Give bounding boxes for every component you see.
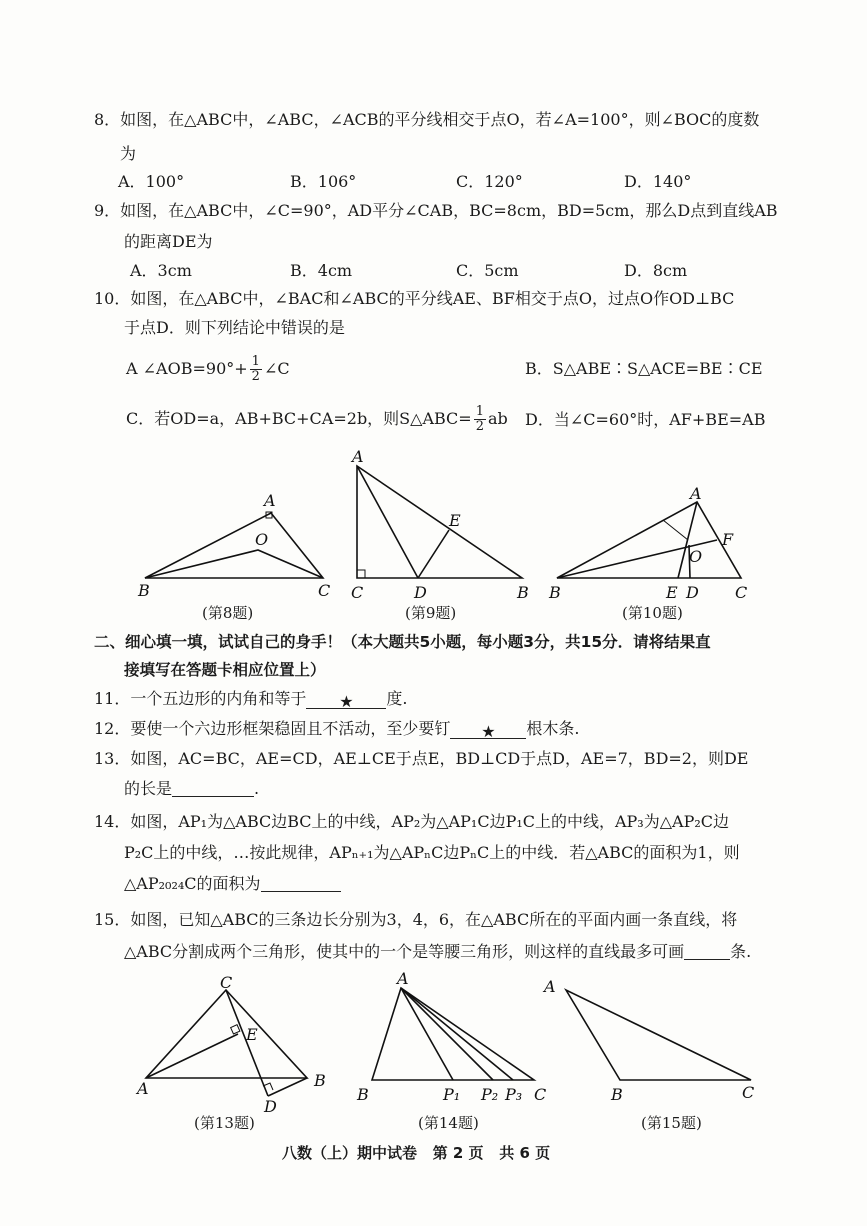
fig9-label-b: B [517,583,529,602]
fig15-label-c: C [742,1083,755,1102]
q13-line1: 13．如图，AC=BC，AE=CD，AE⊥CE于点E，BD⊥CD于点D，AE=7，BD=2，则DE [94,749,749,768]
fig13-label-e: E [246,1025,258,1044]
fig10-bisector-ae [678,502,697,578]
fig10-label-o: O [689,547,703,566]
q15-line1: 15．如图，已知△ABC的三条边长分别为3，4，6，在△ABC所在的平面内画一条直线，将 [94,910,738,929]
q14-line1: 14．如图，AP₁为△ABC边BC上的中线，AP₂为△AP₁C边P₁C上的中线，AP₃为△AP₂C边 [94,812,730,831]
fig13-line-bd [268,1078,307,1096]
fig10-label-c: C [735,583,748,602]
q14-answer-blank [261,875,341,892]
fig10-label-e: E [666,583,678,602]
q15-line2 [124,942,751,962]
fig8-label-c: C [318,581,331,600]
fig14-triangle [372,988,534,1080]
fig13-line-cd [226,990,268,1096]
fig15-caption: (第15题) [641,1114,702,1132]
q15-line2-text: △ABC分割成两个三角形，使其中的一个是等腰三角形，则这样的直线最多可画 [124,942,685,961]
figure-14 [372,988,534,1080]
figure-9 [357,466,522,578]
fig14-label-c: C [534,1085,547,1104]
q8-option-b: B．106° [290,172,357,191]
q9-option-d: D．8cm [624,261,688,280]
q10-option-d: D．当∠C=60°时，AF+BE=AB [525,410,766,429]
figure-10 [557,502,741,578]
fig8-bisectors [145,550,323,578]
fig13-caption: (第13题) [194,1114,255,1132]
q12-suffix: 根木条. [526,719,580,738]
fig9-label-a: A [352,447,364,466]
fig10-label-a: A [690,484,702,503]
fig10-bisector-bf [557,540,717,578]
fig14-label-p2: P₂ [481,1085,499,1104]
fig14-label-a: A [397,969,409,988]
q12 [94,719,579,739]
q9-line1: 9．如图，在△ABC中，∠C=90°，AD平分∠CAB，BC=8cm，BD=5cm，那么D点到直线AB [94,201,778,220]
q12-text: 12．要使一个六边形框架稳固且不活动，至少要钉 [94,719,451,738]
q13-line2-text: 的长是 [124,779,173,798]
q10-option-a-post: ∠C [263,359,290,378]
fig8-caption: (第8题) [202,604,254,622]
fig10-caption: (第10题) [622,604,683,622]
q14-line3 [124,874,341,894]
fig15-triangle [566,990,751,1080]
fraction-denominator: 2 [475,419,484,434]
fig14-median-p2 [401,988,493,1080]
fig14-median-p1 [401,988,453,1080]
q11-answer-blank: ★ [306,692,386,709]
fig15-label-a: A [544,977,556,996]
fig10-perpendicular-od [689,545,690,578]
page-footer: 八数（上）期中试卷 第 2 页 共 6 页 [282,1144,551,1162]
q15-line2-suffix: 条. [730,942,752,961]
figure-8 [145,512,323,578]
q9-option-b: B．4cm [290,261,353,280]
q10-option-c-pre: C．若OD=a，AB+BC+CA=2b，则S△ABC= [126,409,472,428]
fig13-label-c: C [220,973,233,992]
fig9-label-d: D [414,583,427,602]
fig8-label-b: B [138,581,150,600]
q10-option-a [126,352,290,386]
q14-line3-text: △AP₂₀₂₄C的面积为 [124,874,261,893]
fig15-label-b: B [611,1085,623,1104]
fig10-label-f: F [722,530,734,549]
q10-option-c-post: ab [488,409,508,428]
fig13-right-angle-e [231,1025,240,1034]
figure-15 [566,990,751,1080]
q11-suffix: 度. [386,689,408,708]
fig14-median-p3 [401,988,513,1080]
fig8-label-o: O [255,530,269,549]
fig10-aux-line [663,520,688,540]
fig9-right-angle-mark [357,570,365,578]
q11-text: 11．一个五边形的内角和等于 [94,689,307,708]
fig13-triangle [146,990,307,1078]
fig9-label-c: C [351,583,364,602]
q12-answer-blank: ★ [450,722,526,739]
fig9-caption: (第9题) [405,604,457,622]
q9-option-a: A．3cm [130,261,192,280]
q8-option-d: D．140° [624,172,692,191]
q8-line1: 8．如图，在△ABC中，∠ABC，∠ACB的平分线相交于点O，若∠A=100°，则∠BOC的度数 [94,110,760,129]
section2-heading-line2: 接填写在答题卡相应位置上） [124,661,326,679]
fraction-numerator: 1 [251,354,260,369]
fig9-perpendicular-de [418,530,449,578]
q8-option-c: C．120° [456,172,523,191]
fig9-triangle [357,466,522,578]
q8-line2: 为 [120,144,137,163]
q10-line1: 10．如图，在△ABC中，∠BAC和∠ABC的平分线AE、BF相交于点O，过点O作OD⊥BC [94,289,735,308]
q10-option-a-pre: A ∠AOB=90°+ [126,359,248,378]
section2-heading-line1: 二、细心填一填，试试自己的身手！（本大题共5小题，每小题3分，共15分．请将结果直 [94,633,711,651]
q10-option-c-fraction [474,405,486,434]
fig10-triangle [557,502,741,578]
fig13-label-b: B [314,1071,326,1090]
fig10-label-b: B [549,583,561,602]
fig10-label-d: D [686,583,699,602]
fig9-bisector-ad [357,466,418,578]
fig8-angle-mark [266,512,272,518]
fraction-denominator: 2 [251,369,260,384]
q10-option-b: B．S△ABE∶S△ACE=BE∶CE [525,359,763,378]
q10-option-c [126,402,508,436]
fig13-label-a: A [137,1079,149,1098]
fig13-line-ae [146,1034,238,1078]
figure-13 [146,990,307,1096]
fig8-triangle [145,513,323,578]
q13-line2 [124,779,259,799]
q11 [94,689,407,709]
q15-answer-blank [684,943,730,960]
fraction-numerator: 1 [475,404,484,419]
fig13-right-angle-d [263,1083,273,1090]
q14-line2: P₂C上的中线，…按此规律，APₙ₊₁为△APₙC边PₙC上的中线．若△ABC的面积为1，则 [124,843,740,862]
fig8-label-a: A [264,491,276,510]
fig14-label-p3: P₃ [505,1085,523,1104]
fig14-label-b: B [357,1085,369,1104]
fig13-label-d: D [264,1097,277,1116]
q9-line2: 的距离DE为 [124,232,213,251]
fig14-label-p1: P₁ [443,1085,461,1104]
q13-line2-suffix: . [254,779,260,798]
q8-option-a: A．100° [118,172,185,191]
q10-line2: 于点D．则下列结论中错误的是 [124,318,345,337]
q10-option-a-fraction [250,355,262,384]
q13-answer-blank [172,780,254,797]
q9-option-c: C．5cm [456,261,519,280]
fig9-label-e: E [449,511,461,530]
fig14-caption: (第14题) [418,1114,479,1132]
